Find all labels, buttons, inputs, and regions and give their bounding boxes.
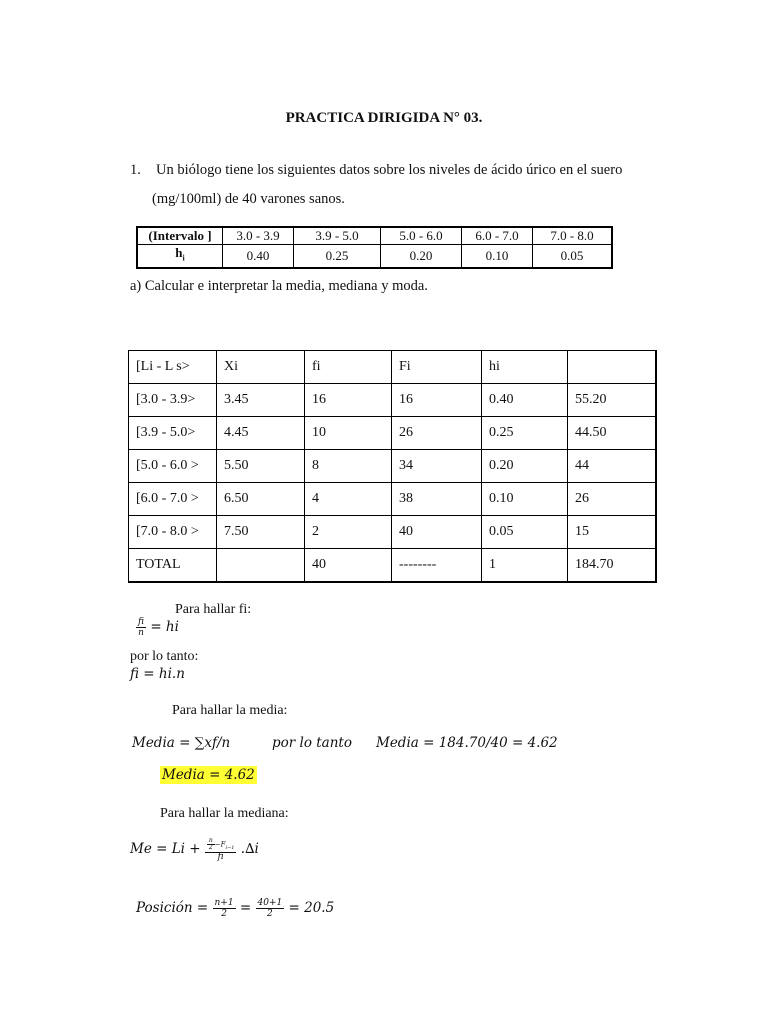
table-cell: 40 — [305, 549, 392, 583]
media-result-highlight: Media = 4.62 — [162, 767, 255, 783]
problem-statement — [130, 156, 675, 214]
hi-table-values-row — [137, 245, 612, 268]
table-cell: 1 — [482, 549, 568, 583]
interval-cell: 3.0 - 3.9 — [223, 227, 294, 245]
position-formula — [136, 898, 334, 919]
position-lhs: Posición = — [136, 900, 209, 916]
media-formula: Media = ∑xf/n — [132, 735, 231, 751]
table-cell: TOTAL — [129, 549, 217, 583]
mediana-lhs: Me = Li + — [130, 840, 201, 857]
fraction-denominator: 2 — [221, 909, 227, 919]
table-cell: 4.45 — [217, 417, 305, 450]
table-total-row — [129, 549, 657, 583]
page-title: PRACTICA DIRIGIDA N° 03. — [285, 110, 483, 126]
table-cell: 26 — [392, 417, 482, 450]
table-cell: 15 — [568, 516, 657, 549]
fi-equation-rhs: = hi — [150, 619, 179, 635]
problem-number: 1. — [130, 162, 141, 178]
position-fraction-1 — [213, 898, 236, 919]
question-a: a) Calcular e interpretar la media, mediana y moda. — [130, 278, 428, 294]
table-cell: 16 — [392, 384, 482, 417]
table-cell: 26 — [568, 483, 657, 516]
hi-cell: 0.40 — [223, 245, 294, 268]
therefore-text: por lo tanto: — [130, 649, 199, 664]
table-cell: [3.0 - 3.9> — [129, 384, 217, 417]
interval-header: (Intervalo ] — [137, 227, 223, 245]
mediana-rhs: .∆i — [240, 840, 259, 857]
interval-cell: 6.0 - 7.0 — [462, 227, 533, 245]
table-cell: -------- — [392, 549, 482, 583]
hi-table — [136, 226, 613, 269]
hi-row-label — [137, 245, 223, 268]
media-computation: Media = 184.70/40 = 4.62 — [376, 735, 558, 751]
header-cell: Xi — [217, 351, 305, 384]
hi-table-header-row — [137, 227, 612, 245]
table-cell: 0.05 — [482, 516, 568, 549]
header-cell: Fi — [392, 351, 482, 384]
fraction-numerator — [205, 838, 237, 853]
cumulative-term: −F — [214, 840, 226, 849]
fraction-numerator: 40+1 — [257, 898, 283, 908]
table-cell: 6.50 — [217, 483, 305, 516]
position-result: = 20.5 — [288, 900, 335, 916]
table-cell: [5.0 - 6.0 > — [129, 450, 217, 483]
mediana-formula — [130, 838, 259, 861]
media-therefore: por lo tanto — [272, 735, 352, 751]
media-result — [160, 767, 257, 783]
table-cell: 55.20 — [568, 384, 657, 417]
table-row — [129, 450, 657, 483]
mediana-heading: Para hallar la mediana: — [160, 806, 289, 821]
fi-heading: Para hallar fi: — [175, 602, 252, 617]
fraction-denominator: 2 — [208, 844, 213, 851]
interval-cell: 7.0 - 8.0 — [533, 227, 613, 245]
position-fraction-2 — [256, 898, 285, 919]
table-cell: 4 — [305, 483, 392, 516]
table-cell: 16 — [305, 384, 392, 417]
table-cell: 34 — [392, 450, 482, 483]
fraction-denominator: n — [138, 628, 144, 638]
problem-line-2: (mg/100ml) de 40 varones sanos. — [152, 191, 345, 207]
table-cell: 184.70 — [568, 549, 657, 583]
hi-label-text: h — [175, 245, 183, 260]
fraction-denominator: fi — [217, 851, 224, 862]
fi-formula: fi = hi.n — [130, 666, 185, 682]
table-cell: 8 — [305, 450, 392, 483]
mediana-fraction — [205, 838, 237, 861]
table-cell: 0.10 — [482, 483, 568, 516]
table-row — [129, 516, 657, 549]
table-cell: 5.50 — [217, 450, 305, 483]
cumulative-subscript: i−1 — [225, 844, 235, 851]
hi-cell: 0.05 — [533, 245, 613, 268]
interval-cell: 3.9 - 5.0 — [294, 227, 381, 245]
media-heading: Para hallar la media: — [172, 703, 288, 718]
table-cell: [6.0 - 7.0 > — [129, 483, 217, 516]
table-cell: 2 — [305, 516, 392, 549]
table-row — [129, 384, 657, 417]
fi-fraction — [136, 617, 146, 638]
table-cell: 0.20 — [482, 450, 568, 483]
table-header-row — [129, 351, 657, 384]
fraction-numerator: fi — [138, 617, 145, 627]
table-cell: 44.50 — [568, 417, 657, 450]
header-cell — [568, 351, 657, 384]
table-cell: 7.50 — [217, 516, 305, 549]
table-cell: 0.40 — [482, 384, 568, 417]
table-cell: 40 — [392, 516, 482, 549]
frequency-table — [128, 350, 657, 583]
header-cell: fi — [305, 351, 392, 384]
fraction-numerator: n+1 — [214, 898, 234, 908]
table-cell: [7.0 - 8.0 > — [129, 516, 217, 549]
fraction-denominator: 2 — [267, 909, 273, 919]
table-cell: 0.25 — [482, 417, 568, 450]
hi-cell: 0.10 — [462, 245, 533, 268]
fraction-numerator: n — [208, 837, 213, 844]
problem-line-1: Un biólogo tiene los siguientes datos sobre los niveles de ácido úrico en el suero — [156, 162, 623, 178]
table-cell: 10 — [305, 417, 392, 450]
hi-label-subscript: i — [182, 253, 185, 263]
table-cell — [217, 549, 305, 583]
table-cell: [3.9 - 5.0> — [129, 417, 217, 450]
table-row — [129, 417, 657, 450]
hi-cell: 0.25 — [294, 245, 381, 268]
table-cell: 44 — [568, 450, 657, 483]
table-cell: 3.45 — [217, 384, 305, 417]
table-cell: 38 — [392, 483, 482, 516]
hi-cell: 0.20 — [381, 245, 462, 268]
header-cell: [Li - L s> — [129, 351, 217, 384]
n-over-2 — [207, 838, 215, 851]
position-equals: = — [239, 900, 252, 916]
interval-cell: 5.0 - 6.0 — [381, 227, 462, 245]
fi-equation — [136, 617, 179, 638]
header-cell: hi — [482, 351, 568, 384]
table-row — [129, 483, 657, 516]
